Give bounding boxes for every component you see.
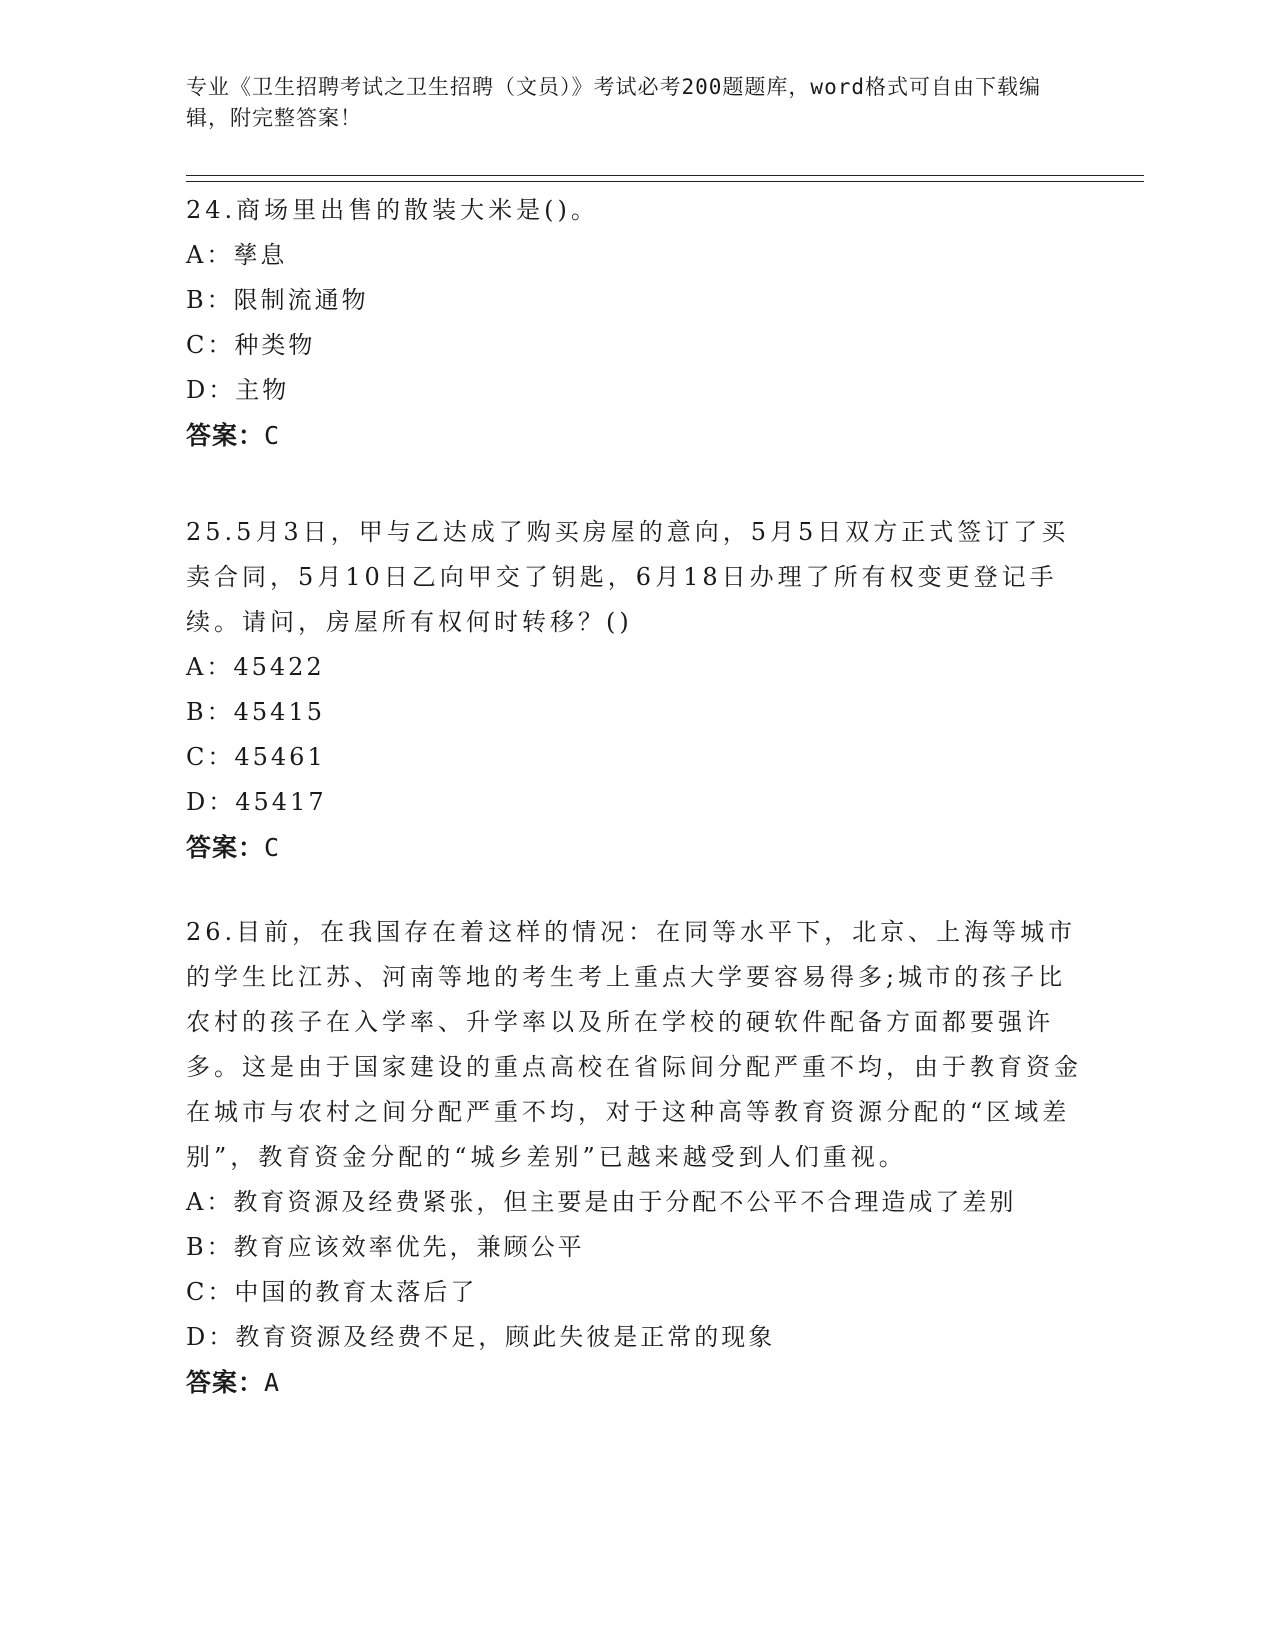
option-a: A：45422 bbox=[186, 653, 325, 681]
answer-label: 答案： bbox=[186, 833, 265, 862]
option-a: A：孳息 bbox=[186, 241, 288, 269]
header-divider-bottom bbox=[186, 181, 1144, 182]
option-c: C：种类物 bbox=[186, 331, 316, 359]
option-d: D：45417 bbox=[186, 788, 327, 816]
answer-label: 答案： bbox=[186, 421, 265, 450]
answer-value: C bbox=[264, 421, 281, 450]
question-stem: 26.目前，在我国存在着这样的情况：在同等水平下，北京、上海等城市的学生比江苏、河南等地的考生考上重点大学要容易得多;城市的孩子比农村的孩子在入学率、升学率以及所在学校的硬软件配备方面都要强许多。这是由于国家建设的重点高校在省际间分配严重不均，由于教育资金在城市与农村之间分配严重不均，对于这种高等教育资源分配的“区域差别”，教育资金分配的“城乡差别”已越来越受到人们重视。 bbox=[186, 918, 1082, 1171]
question-24 bbox=[186, 188, 1086, 458]
option-b: B：限制流通物 bbox=[186, 286, 369, 314]
question-stem: 24.商场里出售的散装大米是()。 bbox=[186, 196, 599, 224]
option-a: A：教育资源及经费紧张，但主要是由于分配不公平不合理造成了差别 bbox=[186, 1188, 1017, 1216]
answer-value: C bbox=[264, 833, 281, 862]
answer-line bbox=[186, 413, 1086, 458]
question-25 bbox=[186, 510, 1086, 870]
option-b: B：45415 bbox=[186, 698, 325, 726]
document-header: 专业《卫生招聘考试之卫生招聘（文员）》考试必考200题题库，word格式可自由下载编辑，附完整答案！ bbox=[186, 75, 1041, 130]
option-d: D：教育资源及经费不足，顾此失彼是正常的现象 bbox=[186, 1323, 776, 1351]
header-divider-top bbox=[186, 175, 1144, 176]
answer-value: A bbox=[264, 1368, 281, 1397]
question-stem: 25.5月3日，甲与乙达成了购买房屋的意向，5月5日双方正式签订了买卖合同，5月10日乙向甲交了钥匙，6月18日办理了所有权变更登记手续。请问，房屋所有权何时转移？() bbox=[186, 518, 1070, 636]
answer-label: 答案： bbox=[186, 1368, 265, 1397]
option-c: C：45461 bbox=[186, 743, 326, 771]
option-c: C：中国的教育太落后了 bbox=[186, 1278, 478, 1306]
answer-line bbox=[186, 825, 1086, 870]
answer-line bbox=[186, 1360, 1086, 1405]
question-26 bbox=[186, 910, 1086, 1405]
option-d: D：主物 bbox=[186, 376, 290, 404]
option-b: B：教育应该效率优先，兼顾公平 bbox=[186, 1233, 585, 1261]
